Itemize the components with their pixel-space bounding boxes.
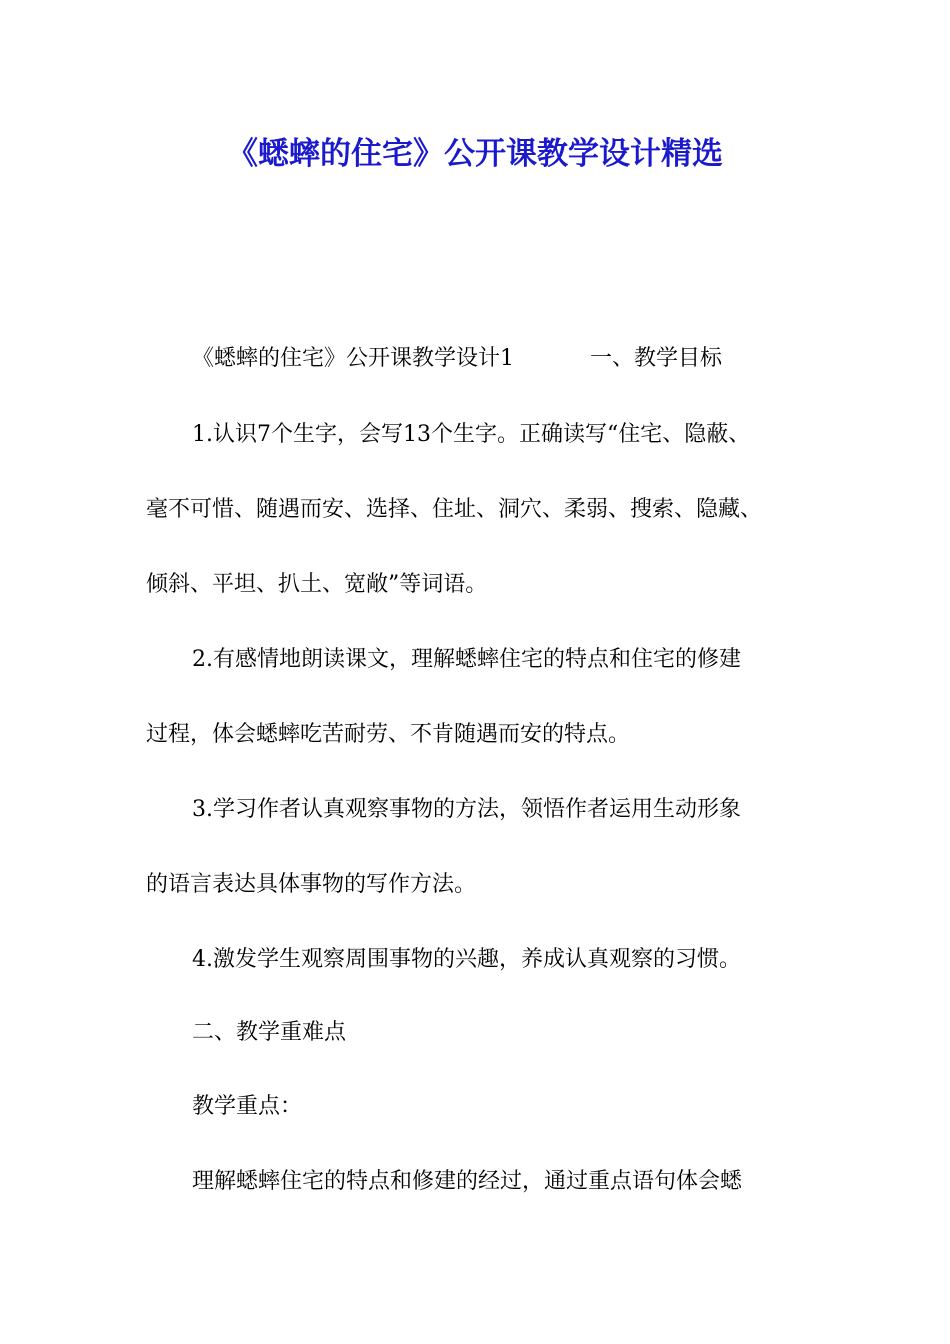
page-title: 《蟋蟀的住宅》公开课教学设计精选 xyxy=(227,136,723,172)
objective-4-line-1: 4.激发学生观察周围事物的兴趣，养成认真观察的习惯。 xyxy=(192,947,741,972)
objective-2-line-2: 过程，体会蟋蟀吃苦耐劳、不肯随遇而安的特点。 xyxy=(146,722,631,747)
teaching-focus-line-1: 理解蟋蟀住宅的特点和修建的经过，通过重点语句体会蟋 xyxy=(192,1169,743,1194)
objective-1-line-1: 1.认识7个生字，会写13个生字。正确读写“住宅、隐蔽、 xyxy=(192,422,751,447)
section-heading-key-points: 二、教学重难点 xyxy=(192,1020,347,1045)
section-heading-objectives: 一、教学目标 xyxy=(590,346,723,371)
objective-1-line-2: 毫不可惜、随遇而安、选择、住址、洞穴、柔弱、搜索、隐藏、 xyxy=(146,497,763,522)
subheading-teaching-focus: 教学重点： xyxy=(192,1094,303,1119)
objective-3-line-2: 的语言表达具体事物的写作方法。 xyxy=(146,872,477,897)
objective-1-line-3: 倾斜、平坦、扒土、宽敞”等词语。 xyxy=(146,572,488,597)
objective-2-line-1: 2.有感情地朗读课文，理解蟋蟀住宅的特点和住宅的修建 xyxy=(192,647,741,672)
objective-3-line-1: 3.学习作者认真观察事物的方法，领悟作者运用生动形象 xyxy=(192,797,741,822)
intro-lesson-title: 《蟋蟀的住宅》公开课教学设计1 xyxy=(192,346,514,371)
